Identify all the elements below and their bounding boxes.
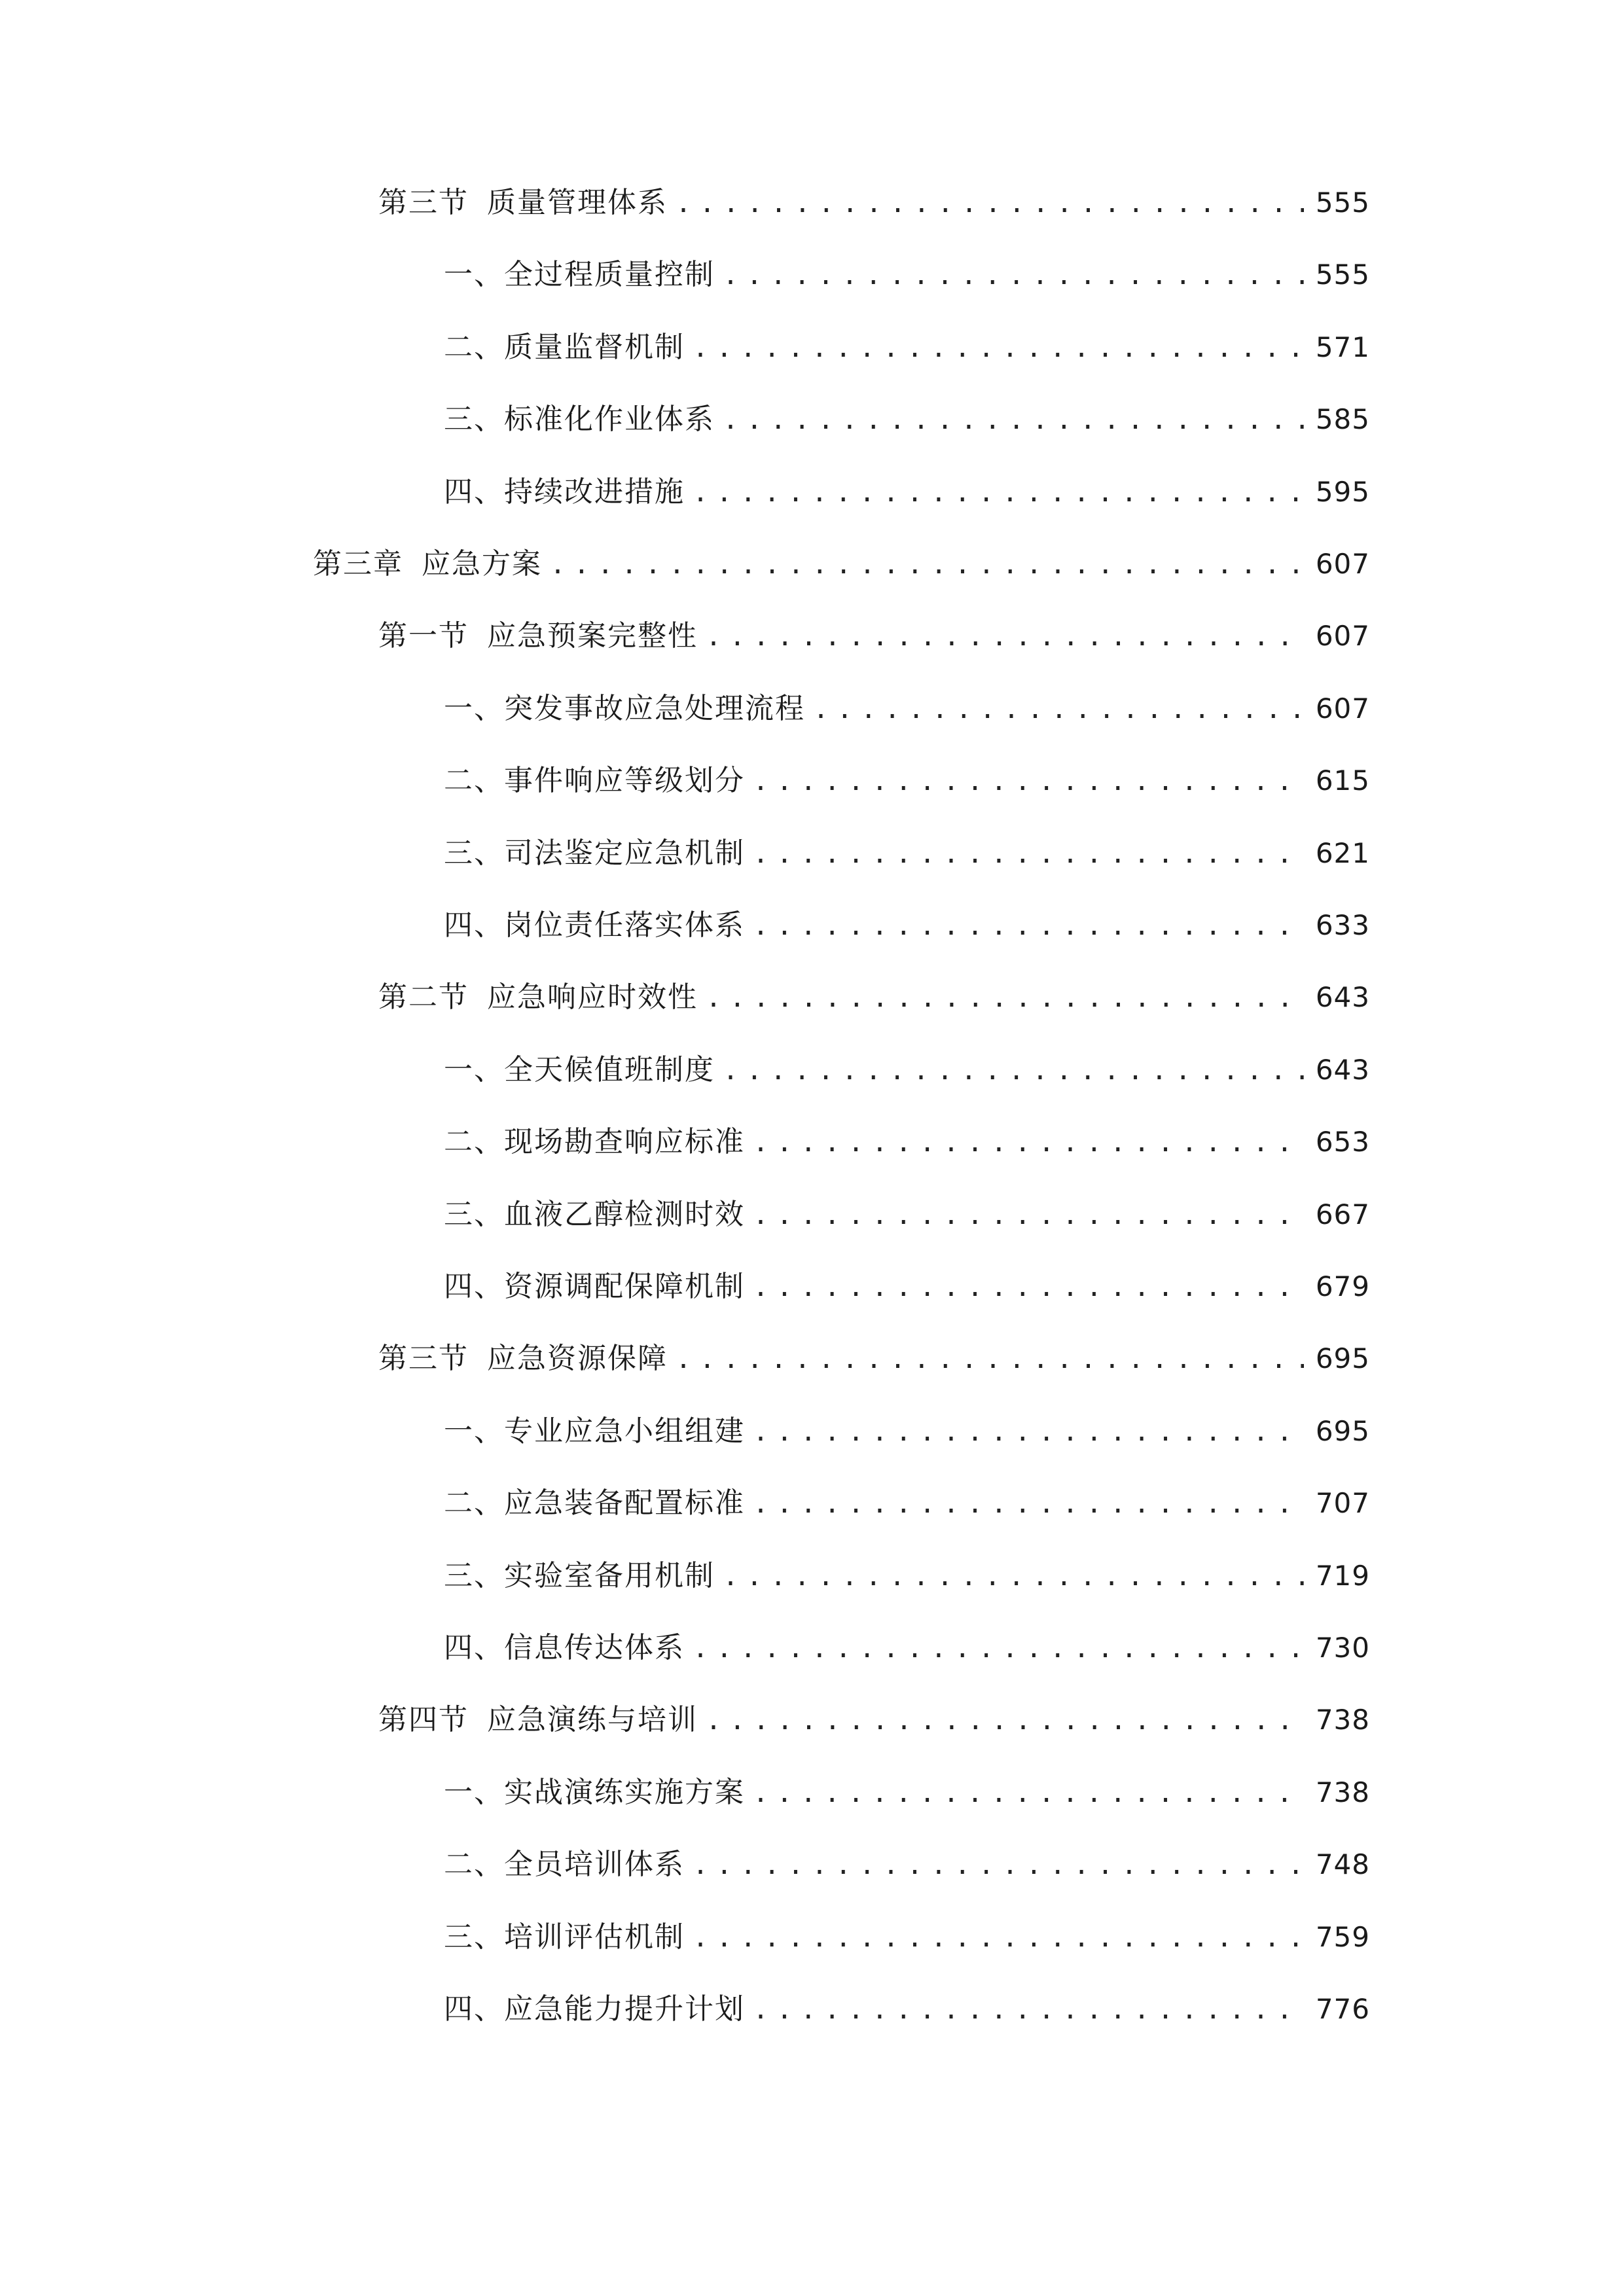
- toc-entry-item[interactable]: [444, 1116, 1370, 1168]
- toc-entry-number: 一、: [444, 1775, 504, 1809]
- toc-entry-number: 第二节: [378, 980, 469, 1014]
- toc-entry-page-number: 595: [1315, 475, 1370, 508]
- toc-entry-page-number: 695: [1315, 1342, 1370, 1375]
- toc-entry-page-number: 695: [1315, 1414, 1370, 1447]
- toc-entry-section[interactable]: [378, 177, 1370, 229]
- toc-entry-item[interactable]: [444, 1550, 1370, 1602]
- toc-entry-page-number: 585: [1315, 403, 1370, 436]
- toc-entry-item[interactable]: [444, 899, 1370, 952]
- toc-entry-number: 二、: [444, 1486, 504, 1520]
- dot-leader: [693, 1912, 1304, 1964]
- toc-entry-title: 全员培训体系: [504, 1848, 685, 1882]
- toc-entry-title: 实战演练实施方案: [504, 1775, 745, 1809]
- toc-entry-number: 第三节: [378, 1342, 469, 1376]
- dot-leader: [676, 1333, 1304, 1386]
- toc-entry-title: 实验室备用机制: [504, 1558, 715, 1592]
- toc-entry-page-number: 738: [1315, 1704, 1370, 1736]
- toc-entry-number: 一、: [444, 258, 504, 292]
- dot-leader: [723, 249, 1304, 302]
- toc-entry-title: 全天候值班制度: [504, 1052, 715, 1086]
- toc-entry-number: 一、: [444, 1052, 504, 1086]
- toc-entry-page-number: 759: [1315, 1920, 1370, 1953]
- toc-entry-section[interactable]: [378, 971, 1370, 1024]
- toc-entry-item[interactable]: [444, 1261, 1370, 1313]
- toc-entry-section[interactable]: [378, 1333, 1370, 1385]
- dot-leader: [753, 1767, 1304, 1820]
- toc-entry-page-number: 607: [1315, 548, 1370, 580]
- toc-entry-number: 三、: [444, 403, 504, 437]
- toc-entry-item[interactable]: [444, 1405, 1370, 1458]
- toc-entry-item[interactable]: [444, 1911, 1370, 1964]
- toc-entry-page-number: 607: [1315, 692, 1370, 725]
- dot-leader: [693, 322, 1304, 374]
- toc-entry-page-number: 633: [1315, 909, 1370, 941]
- toc-entry-title: 持续改进措施: [504, 475, 685, 509]
- dot-leader: [706, 611, 1304, 663]
- toc-entry-page-number: 719: [1315, 1559, 1370, 1592]
- toc-entry-title: 应急响应时效性: [487, 980, 698, 1014]
- toc-entry-title: 应急演练与培训: [487, 1703, 698, 1737]
- toc-entry-number: 四、: [444, 1992, 504, 2026]
- toc-entry-title: 应急方案: [422, 547, 542, 581]
- toc-entry-title: 质量监督机制: [504, 330, 685, 364]
- toc-entry-page-number: 555: [1315, 187, 1370, 219]
- toc-entry-title: 司法鉴定应急机制: [504, 836, 745, 870]
- toc-entry-number: 三、: [444, 836, 504, 870]
- dot-leader: [723, 1551, 1304, 1603]
- dot-leader: [550, 539, 1304, 591]
- toc-entry-number: 第三节: [378, 186, 469, 219]
- toc-entry-page-number: 571: [1315, 331, 1370, 363]
- dot-leader: [753, 755, 1304, 808]
- toc-entry-page-number: 707: [1315, 1487, 1370, 1520]
- dot-leader: [753, 1261, 1304, 1314]
- toc-entry-item[interactable]: [444, 827, 1370, 880]
- toc-entry-page-number: 555: [1315, 259, 1370, 291]
- toc-entry-title: 信息传达体系: [504, 1631, 685, 1664]
- dot-leader: [706, 1695, 1304, 1747]
- toc-entry-page-number: 730: [1315, 1632, 1370, 1664]
- dot-leader: [723, 394, 1304, 446]
- toc-entry-title: 资源调配保障机制: [504, 1270, 745, 1303]
- dot-leader: [693, 1623, 1304, 1675]
- toc-entry-item[interactable]: [444, 321, 1370, 374]
- dot-leader: [676, 177, 1304, 230]
- dot-leader: [693, 467, 1304, 519]
- toc-entry-title: 血液乙醇检测时效: [504, 1197, 745, 1231]
- toc-entry-title: 岗位责任落实体系: [504, 908, 745, 942]
- toc-entry-page-number: 738: [1315, 1776, 1370, 1808]
- toc-entry-item[interactable]: [444, 1477, 1370, 1530]
- toc-entry-item[interactable]: [444, 393, 1370, 446]
- toc-entry-number: 三、: [444, 1558, 504, 1592]
- toc-entry-number: 四、: [444, 1270, 504, 1303]
- toc-entry-item[interactable]: [444, 1983, 1370, 2036]
- toc-entry-page-number: 607: [1315, 620, 1370, 653]
- toc-entry-number: 二、: [444, 1848, 504, 1882]
- toc-entry-page-number: 653: [1315, 1126, 1370, 1158]
- toc-entry-number: 第三章: [313, 547, 403, 581]
- toc-entry-item[interactable]: [444, 1044, 1370, 1096]
- toc-entry-title: 全过程质量控制: [504, 258, 715, 292]
- dot-leader: [753, 1189, 1304, 1242]
- toc-entry-section[interactable]: [378, 610, 1370, 662]
- dot-leader: [723, 1045, 1304, 1097]
- toc-entry-number: 四、: [444, 908, 504, 942]
- toc-entry-page-number: 776: [1315, 1993, 1370, 2025]
- toc-entry-number: 第四节: [378, 1703, 469, 1737]
- toc-entry-item[interactable]: [444, 1622, 1370, 1674]
- toc-entry-title: 应急装备配置标准: [504, 1486, 745, 1520]
- toc-entry-item[interactable]: [444, 249, 1370, 301]
- dot-leader: [753, 900, 1304, 952]
- toc-entry-number: 二、: [444, 330, 504, 364]
- toc-entry-item[interactable]: [444, 1189, 1370, 1241]
- toc-entry-item[interactable]: [444, 1839, 1370, 1891]
- toc-entry-title: 培训评估机制: [504, 1920, 685, 1954]
- toc-entry-page-number: 643: [1315, 1053, 1370, 1086]
- toc-entry-number: 四、: [444, 1631, 504, 1664]
- toc-entry-chapter[interactable]: [313, 538, 1370, 590]
- toc-entry-number: 三、: [444, 1197, 504, 1231]
- toc-entry-number: 四、: [444, 475, 504, 509]
- toc-entry-title: 应急能力提升计划: [504, 1992, 745, 2026]
- toc-entry-title: 事件响应等级划分: [504, 764, 745, 798]
- dot-leader: [753, 1984, 1304, 2036]
- toc-entry-page-number: 667: [1315, 1198, 1370, 1230]
- toc-entry-page-number: 679: [1315, 1270, 1370, 1302]
- toc-entry-title: 突发事故应急处理流程: [504, 691, 805, 725]
- dot-leader: [693, 1839, 1304, 1892]
- toc-entry-page-number: 748: [1315, 1848, 1370, 1881]
- dot-leader: [753, 1478, 1304, 1530]
- toc-entry-title: 专业应急小组组建: [504, 1414, 745, 1448]
- dot-leader: [706, 972, 1304, 1024]
- toc-entry-item[interactable]: [444, 683, 1370, 735]
- toc-entry-title: 质量管理体系: [487, 186, 668, 219]
- toc-entry-number: 一、: [444, 1414, 504, 1448]
- toc-entry-number: 三、: [444, 1920, 504, 1954]
- toc-entry-page-number: 643: [1315, 981, 1370, 1014]
- toc-entry-section[interactable]: [378, 1694, 1370, 1746]
- toc-entry-page-number: 615: [1315, 764, 1370, 797]
- toc-entry-page-number: 621: [1315, 836, 1370, 869]
- toc-entry-title: 现场勘查响应标准: [504, 1125, 745, 1159]
- dot-leader: [753, 828, 1304, 880]
- toc-entry-number: 第一节: [378, 619, 469, 653]
- dot-leader: [813, 683, 1304, 736]
- toc-entry-number: 一、: [444, 691, 504, 725]
- toc-entry-number: 二、: [444, 1125, 504, 1159]
- toc-entry-item[interactable]: [444, 466, 1370, 518]
- toc-entry-title: 应急预案完整性: [487, 619, 698, 653]
- toc-entry-title: 应急资源保障: [487, 1342, 668, 1376]
- dot-leader: [753, 1117, 1304, 1169]
- toc-entry-item[interactable]: [444, 755, 1370, 807]
- toc-entry-number: 二、: [444, 764, 504, 798]
- toc-entry-item[interactable]: [444, 1767, 1370, 1819]
- toc-entry-title: 标准化作业体系: [504, 403, 715, 437]
- dot-leader: [753, 1406, 1304, 1458]
